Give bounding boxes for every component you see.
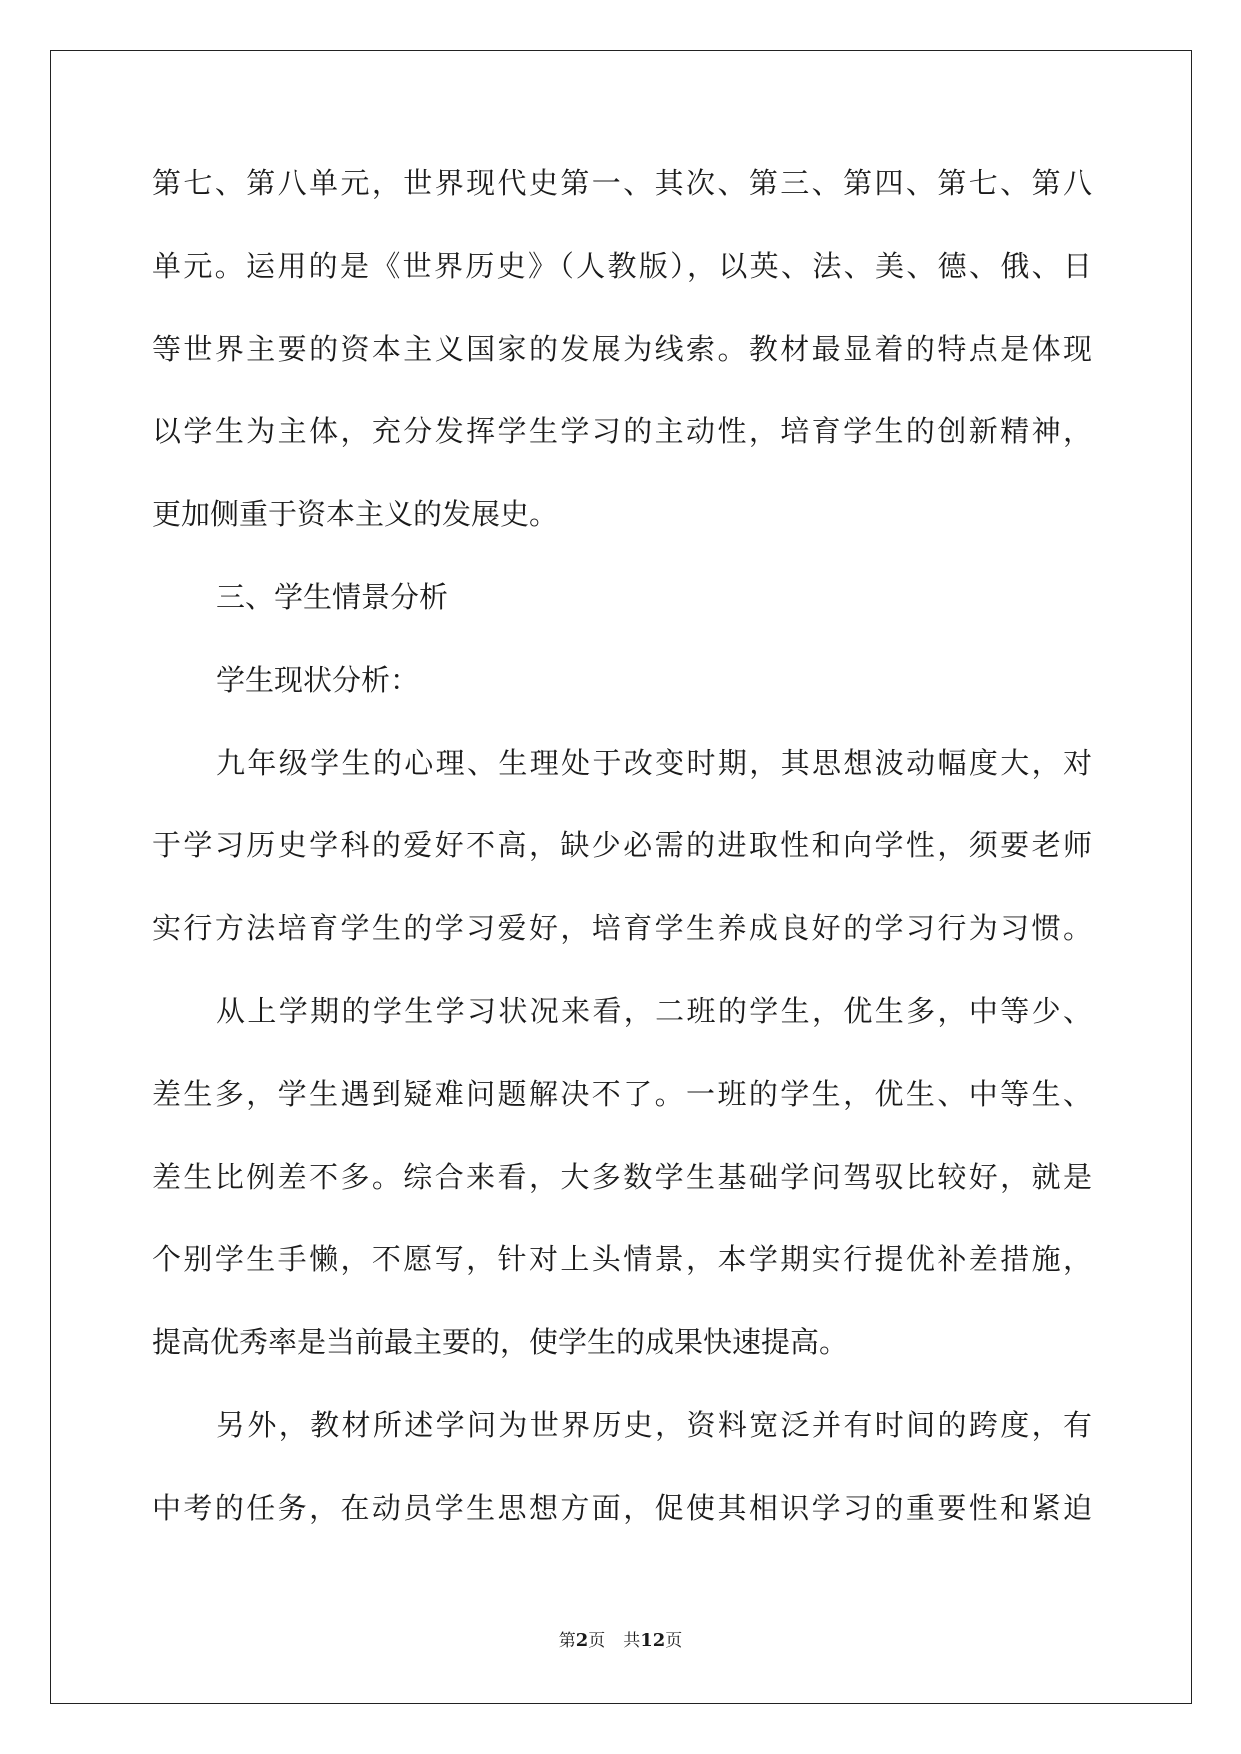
text-line: 实行方法培育学生的学习爱好，培育学生养成良好的学习行为习惯。 [152, 911, 1092, 946]
text-line: 差生比例差不多。综合来看，大多数学生基础学问驾驭比较好，就是 [152, 1159, 1092, 1194]
page-footer [0, 1626, 1241, 1651]
text-line: 九年级学生的心理、生理处于改变时期，其思想波动幅度大，对 [216, 745, 1092, 780]
text-line: 第七、第八单元，世界现代史第一、其次、第三、第四、第七、第八 [152, 166, 1092, 200]
text-line: 等世界主要的资本主义国家的发展为线索。教材最显着的特点是体现 [152, 331, 1092, 366]
total-page-count: 12 [640, 1630, 666, 1651]
subsection-heading: 学生现状分析： [216, 662, 420, 697]
current-page-number: 2 [575, 1630, 589, 1651]
text-line: 个别学生手懒，不愿写，针对上头情景，本学期实行提优补差措施， [152, 1242, 1092, 1277]
footer-page-suffix: 页 [588, 1631, 606, 1651]
text-line: 另外，教材所述学问为世界历史，资料宽泛并有时间的跨度，有 [216, 1407, 1092, 1442]
section-heading: 三、学生情景分析 [216, 579, 449, 614]
text-line: 提高优秀率是当前最主要的，使学生的成果快速提高。 [152, 1325, 849, 1360]
footer-total-suffix: 页 [665, 1631, 683, 1651]
footer-page-prefix: 第 [558, 1631, 576, 1651]
text-line: 于学习历史学科的爱好不高，缺少必需的进取性和向学性，须要老师 [152, 828, 1092, 863]
text-line: 差生多，学生遇到疑难问题解决不了。一班的学生，优生、中等生、 [152, 1076, 1092, 1111]
text-line: 单元。运用的是《世界历史》（人教版），以英、法、美、德、俄、日 [152, 248, 1092, 283]
text-line: 更加侧重于资本主义的发展史。 [152, 497, 559, 532]
text-line: 从上学期的学生学习状况来看，二班的学生，优生多，中等少、 [216, 993, 1092, 1028]
footer-total-prefix: 共 [623, 1631, 641, 1651]
text-line: 以学生为主体，充分发挥学生学习的主动性，培育学生的创新精神， [152, 414, 1092, 449]
text-line: 中考的任务，在动员学生思想方面，促使其相识学习的重要性和紧迫 [152, 1490, 1092, 1525]
document-body [152, 163, 1092, 1571]
